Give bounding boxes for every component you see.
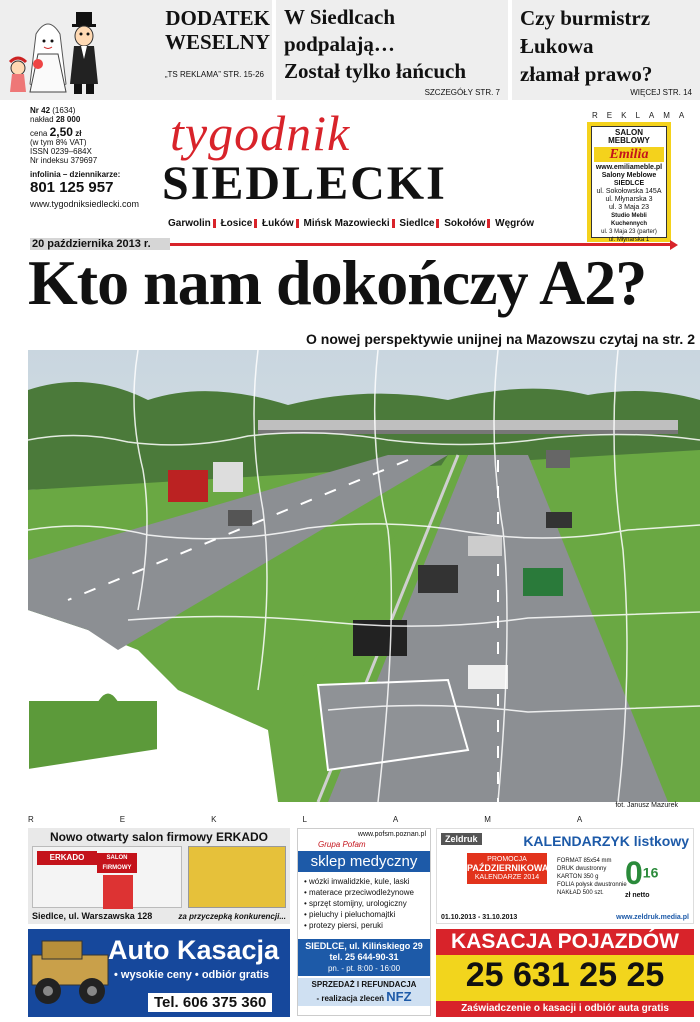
ad-line: ul. 3 Maja 23 (608, 204, 650, 211)
ad-line: Studio Mebli Kuchennych (610, 213, 647, 227)
ad-item: • protezy piersi, peruki (304, 921, 383, 930)
issue-date: 20 października 2013 r. (30, 238, 170, 250)
town: Węgrów (495, 218, 535, 229)
ad-line: ul. Młynarska 3 (605, 196, 653, 203)
masthead-towns (166, 218, 536, 229)
teaser-headline: W Siedlcach podpalają… Został tylko łańcuch (284, 5, 467, 83)
issue-info (30, 106, 160, 209)
town: Łuków (262, 218, 294, 229)
bullet-icon: • (304, 888, 310, 897)
photo-credit: fot. Janusz Mazurek (615, 802, 678, 809)
teaser-page-ref: SZCZEGÓŁY STR. 7 (424, 88, 500, 97)
teaser-headline: DODATEK WESELNY (164, 6, 270, 54)
ad-refund: SPRZEDAŻ I REFUNDACJA - realizacja zleceń NFZ (298, 978, 430, 1006)
bullet-icon: • (304, 921, 310, 930)
ad-item: • pieluchy i pieluchomajtki (304, 910, 396, 919)
auto-kasacja-ad[interactable] (28, 929, 290, 1017)
jeep-icon (28, 937, 118, 1007)
teaser-headline: Czy burmistrz Łukowa złamał prawo? (520, 6, 653, 86)
teaser-page-ref: WIĘCEJ STR. 14 (630, 88, 692, 97)
town: Mińsk Mazowiecki (303, 218, 390, 229)
ad-specs: FORMAT 85x54 mm DRUK dwustronny KARTON 350 g FOLIA połysk dwustronnie NAKŁAD 500 szt. (557, 858, 627, 896)
ad-item: • sprzęt stomijny, urologiczny (304, 899, 407, 908)
issue-prefix: Nr (30, 106, 39, 115)
website-link[interactable]: www.tygodniksiedlecki.com (30, 199, 140, 209)
ad-brand-logo: Emilia (594, 147, 664, 162)
reklama-label: REKLAMA (592, 111, 694, 120)
ad-web: www.emiliameble.pl (595, 164, 663, 171)
ad-line: • wysokie ceny • odbiór gratis (114, 969, 270, 981)
store-sign: SALON FIRMOWY (97, 853, 137, 873)
ad-period: 01.10.2013 - 31.10.2013 (441, 914, 518, 921)
ad-title: KALENDARZYK listkowy (523, 833, 689, 849)
nfz-logo: NFZ (386, 989, 412, 1004)
teaser-page-ref: „TS REKLAMA” STR. 15-26 (164, 70, 264, 79)
zeldruk-logo: Zeldruk (441, 833, 482, 845)
price: 2,50 (49, 125, 73, 139)
promo-badge: PROMOCJA PAŹDZIERNIKOWA KALENDARZE 2014 (467, 853, 547, 884)
town: Garwolin (168, 218, 211, 229)
kasacja-pojazdow-ad[interactable] (436, 929, 694, 1017)
main-headline[interactable]: Kto nam dokończy A2? (28, 247, 647, 318)
ad-line: ul. Młynarska 1 (608, 237, 650, 243)
ad-phone: 25 631 25 25 (465, 956, 665, 994)
trailer-photo (188, 846, 286, 908)
masthead-tygodnik: tygodnik (170, 105, 351, 161)
bullet-icon: • (304, 877, 310, 886)
ad-phone: Tel. 606 375 360 (148, 993, 272, 1012)
hotline-label: infolinia – dziennikarze: (30, 170, 121, 179)
issn: ISSN 0239–684X (30, 147, 92, 156)
town: Siedlce (399, 218, 435, 229)
ad-address: Siedlce, ul. Warszawska 128 (32, 911, 153, 921)
teaser-wedding-supplement[interactable] (0, 0, 272, 100)
ad-group: Grupa Pofam (318, 840, 366, 849)
ad-line: ul. 3 Maja 23 (parter) (601, 229, 657, 235)
ad-slogan: za przyczepką konkurencji... (178, 912, 286, 921)
teaser-mayor[interactable] (512, 0, 700, 100)
town: Łosice (220, 218, 253, 229)
main-subhead[interactable]: O nowej perspektywie unijnej na Mazowszu czytaj na str. 2 (306, 331, 695, 347)
town: Sokołów (444, 218, 486, 229)
circulation-label: nakład (30, 115, 54, 124)
ad-price: $0^{16}$ zł netto (625, 855, 659, 899)
ad-title: Nowo otwarty salon firmowy ERKADO (49, 830, 269, 844)
ad-site: www.zeldruk.media.pl (616, 914, 689, 921)
bullet-icon: • (114, 969, 121, 981)
bullet-icon: • (304, 899, 310, 908)
ad-item: • wózki inwalidzkie, kule, laski (304, 877, 410, 886)
bullet-icon: • (304, 910, 310, 919)
masthead (160, 104, 535, 238)
teaser-arson[interactable] (276, 0, 508, 100)
issue-total: (1634) (52, 106, 76, 115)
index-number: Nr indeksu 379697 (30, 156, 98, 165)
ad-title: Auto Kasacja (108, 935, 280, 965)
ad-title: SALON MEBLOWY (608, 128, 650, 145)
highway-puzzle-photo (28, 350, 700, 802)
erkado-logo: ERKADO (37, 851, 97, 865)
ad-line: ul. Sokołowska 145A (596, 188, 662, 195)
circulation: 28 000 (55, 115, 81, 124)
ad-line: SIEDLCE (613, 180, 645, 187)
ad-url: www.pofsm.poznan.pl (357, 831, 426, 838)
price-unit: zł (75, 129, 82, 138)
ad-title: sklep medyczny (298, 851, 430, 872)
hotline-number: 801 125 957 (30, 179, 114, 196)
ad-items (298, 874, 430, 933)
erkado-ad[interactable] (28, 828, 290, 924)
store-door (103, 875, 133, 909)
ad-title: KASACJA POJAZDÓW (436, 929, 694, 955)
ad-footer: Zaświadczenie o kasacji i odbiór auta gratis (436, 1001, 694, 1017)
medical-shop-ad[interactable] (297, 828, 431, 1016)
wedding-couple-cartoon (8, 4, 120, 96)
ad-contact: SIEDLCE, ul. Kilińskiego 29 tel. 25 644-90-31 pn. - pt. 8:00 - 16:00 (298, 939, 430, 976)
reklama-label-bottom: REKLAMA (28, 815, 669, 824)
price-label: cena (30, 129, 48, 138)
ad-item: • materace przeciwodleżynowe (304, 888, 414, 897)
vat-note: (w tym 8% VAT) (30, 138, 87, 147)
calendar-ad[interactable] (436, 828, 694, 924)
issue-number: 42 (41, 106, 51, 115)
furniture-ad[interactable] (587, 122, 671, 242)
masthead-siedlecki: SIEDLECKI (162, 157, 447, 210)
ad-line: Salony Meblowe (601, 172, 657, 179)
storefront (32, 846, 182, 908)
